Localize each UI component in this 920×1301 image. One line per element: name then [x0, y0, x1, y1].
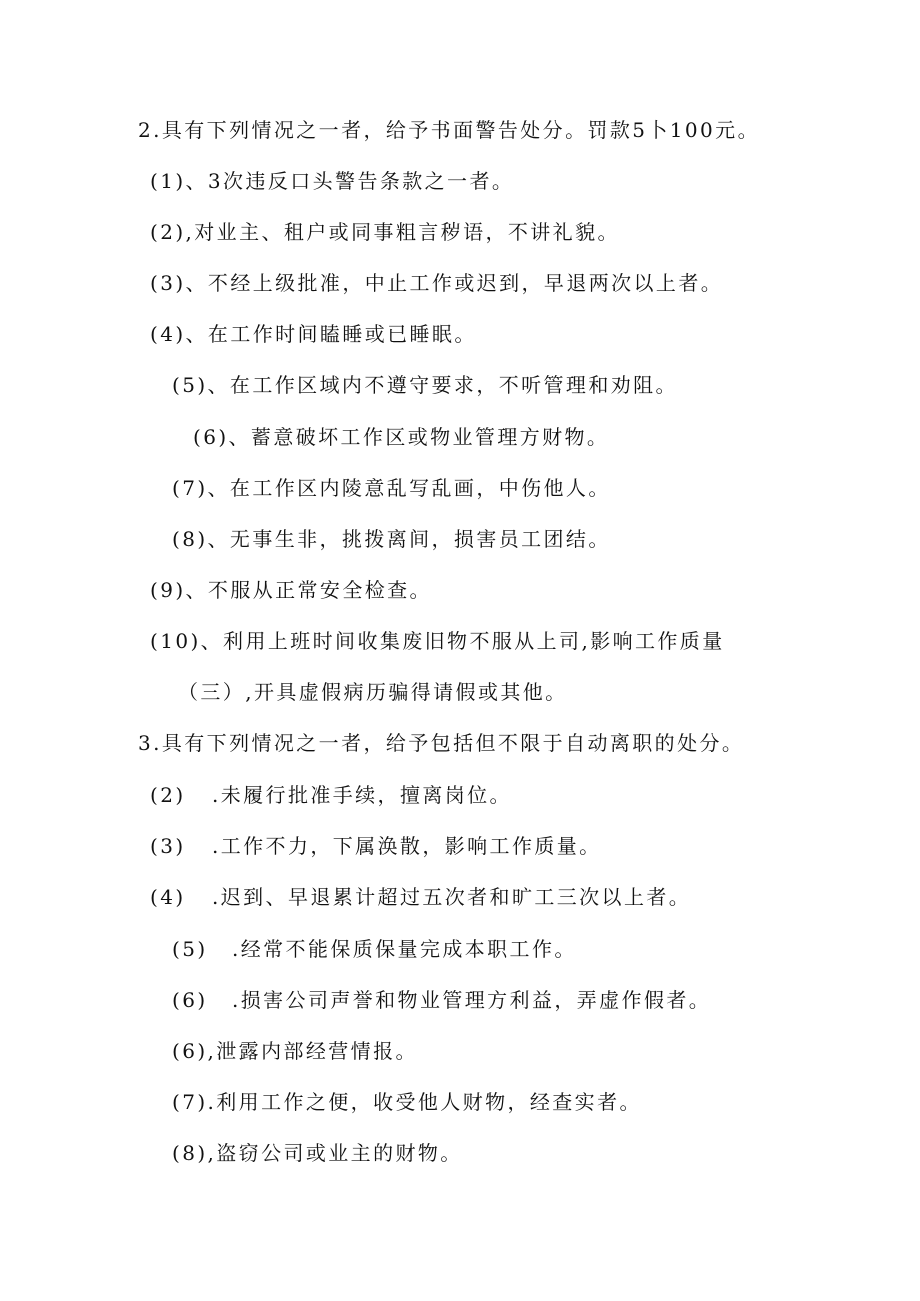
item-text: .迟到、早退累计超过五次者和旷工三次以上者。	[212, 885, 692, 909]
section-2-heading: 2.具有下列情况之一者，给予书面警告处分。罚款5卜100元。	[138, 118, 760, 142]
section-2-item-9: (9)、不服从正常安全检查。	[150, 578, 432, 602]
item-number: (6)	[172, 988, 208, 1012]
section-3-item-4	[150, 885, 691, 909]
item-number: (4)	[150, 885, 186, 909]
section-3-extra-item-7: (7).利用工作之便，收受他人财物，经查实者。	[172, 1090, 642, 1114]
section-3-extra-item-8: (8),盗窃公司或业主的财物。	[172, 1141, 463, 1165]
section-2-item-3: (3)、不经上级批准，中止工作或迟到，早退两次以上者。	[150, 271, 724, 295]
section-2-item-2: (2),对业主、租户或同事粗言秽语，不讲礼貌。	[150, 220, 620, 244]
item-text: .工作不力，下属涣散，影响工作质量。	[212, 834, 602, 858]
item-text: .未履行批准手续，擅离岗位。	[212, 783, 512, 807]
section-3-item-2	[150, 783, 512, 807]
section-2-item-10: (10)、利用上班时间收集废旧物不服从上司,影响工作质量	[150, 629, 725, 653]
section-3-item-3	[150, 834, 602, 858]
section-3-extra-item-6: (6),泄露内部经营情报。	[172, 1039, 418, 1063]
section-2-item-7: (7)、在工作区内陵意乱写乱画，中伤他人。	[172, 476, 611, 500]
section-3-item-5	[172, 937, 577, 961]
section-2-item-1: (1)、3次违反口头警告条款之一者。	[150, 169, 515, 193]
item-number: (3)	[150, 834, 186, 858]
section-2-item-8: (8)、无事生非，挑拨离间，损害员工团结。	[172, 527, 611, 551]
item-text: .损害公司声誉和物业管理方利益，弄虚作假者。	[232, 988, 712, 1012]
item-text: .经常不能保质保量完成本职工作。	[232, 937, 577, 961]
item-number: (2)	[150, 783, 186, 807]
section-2-item-4: (4)、在工作时间瞌睡或已睡眠。	[150, 322, 477, 346]
item-number: (5)	[172, 937, 208, 961]
section-2-item-5: (5)、在工作区域内不遵守要求，不听管理和劝阻。	[172, 373, 678, 397]
section-2-item-11: （三）,开具虚假病历骗得请假或其他。	[178, 680, 568, 704]
section-3-item-6	[172, 988, 711, 1012]
section-2-item-6: (6)、蓄意破坏工作区或物业管理方财物。	[193, 425, 610, 449]
section-3-heading: 3.具有下列情况之一者，给予包括但不限于自动离职的处分。	[138, 731, 745, 755]
